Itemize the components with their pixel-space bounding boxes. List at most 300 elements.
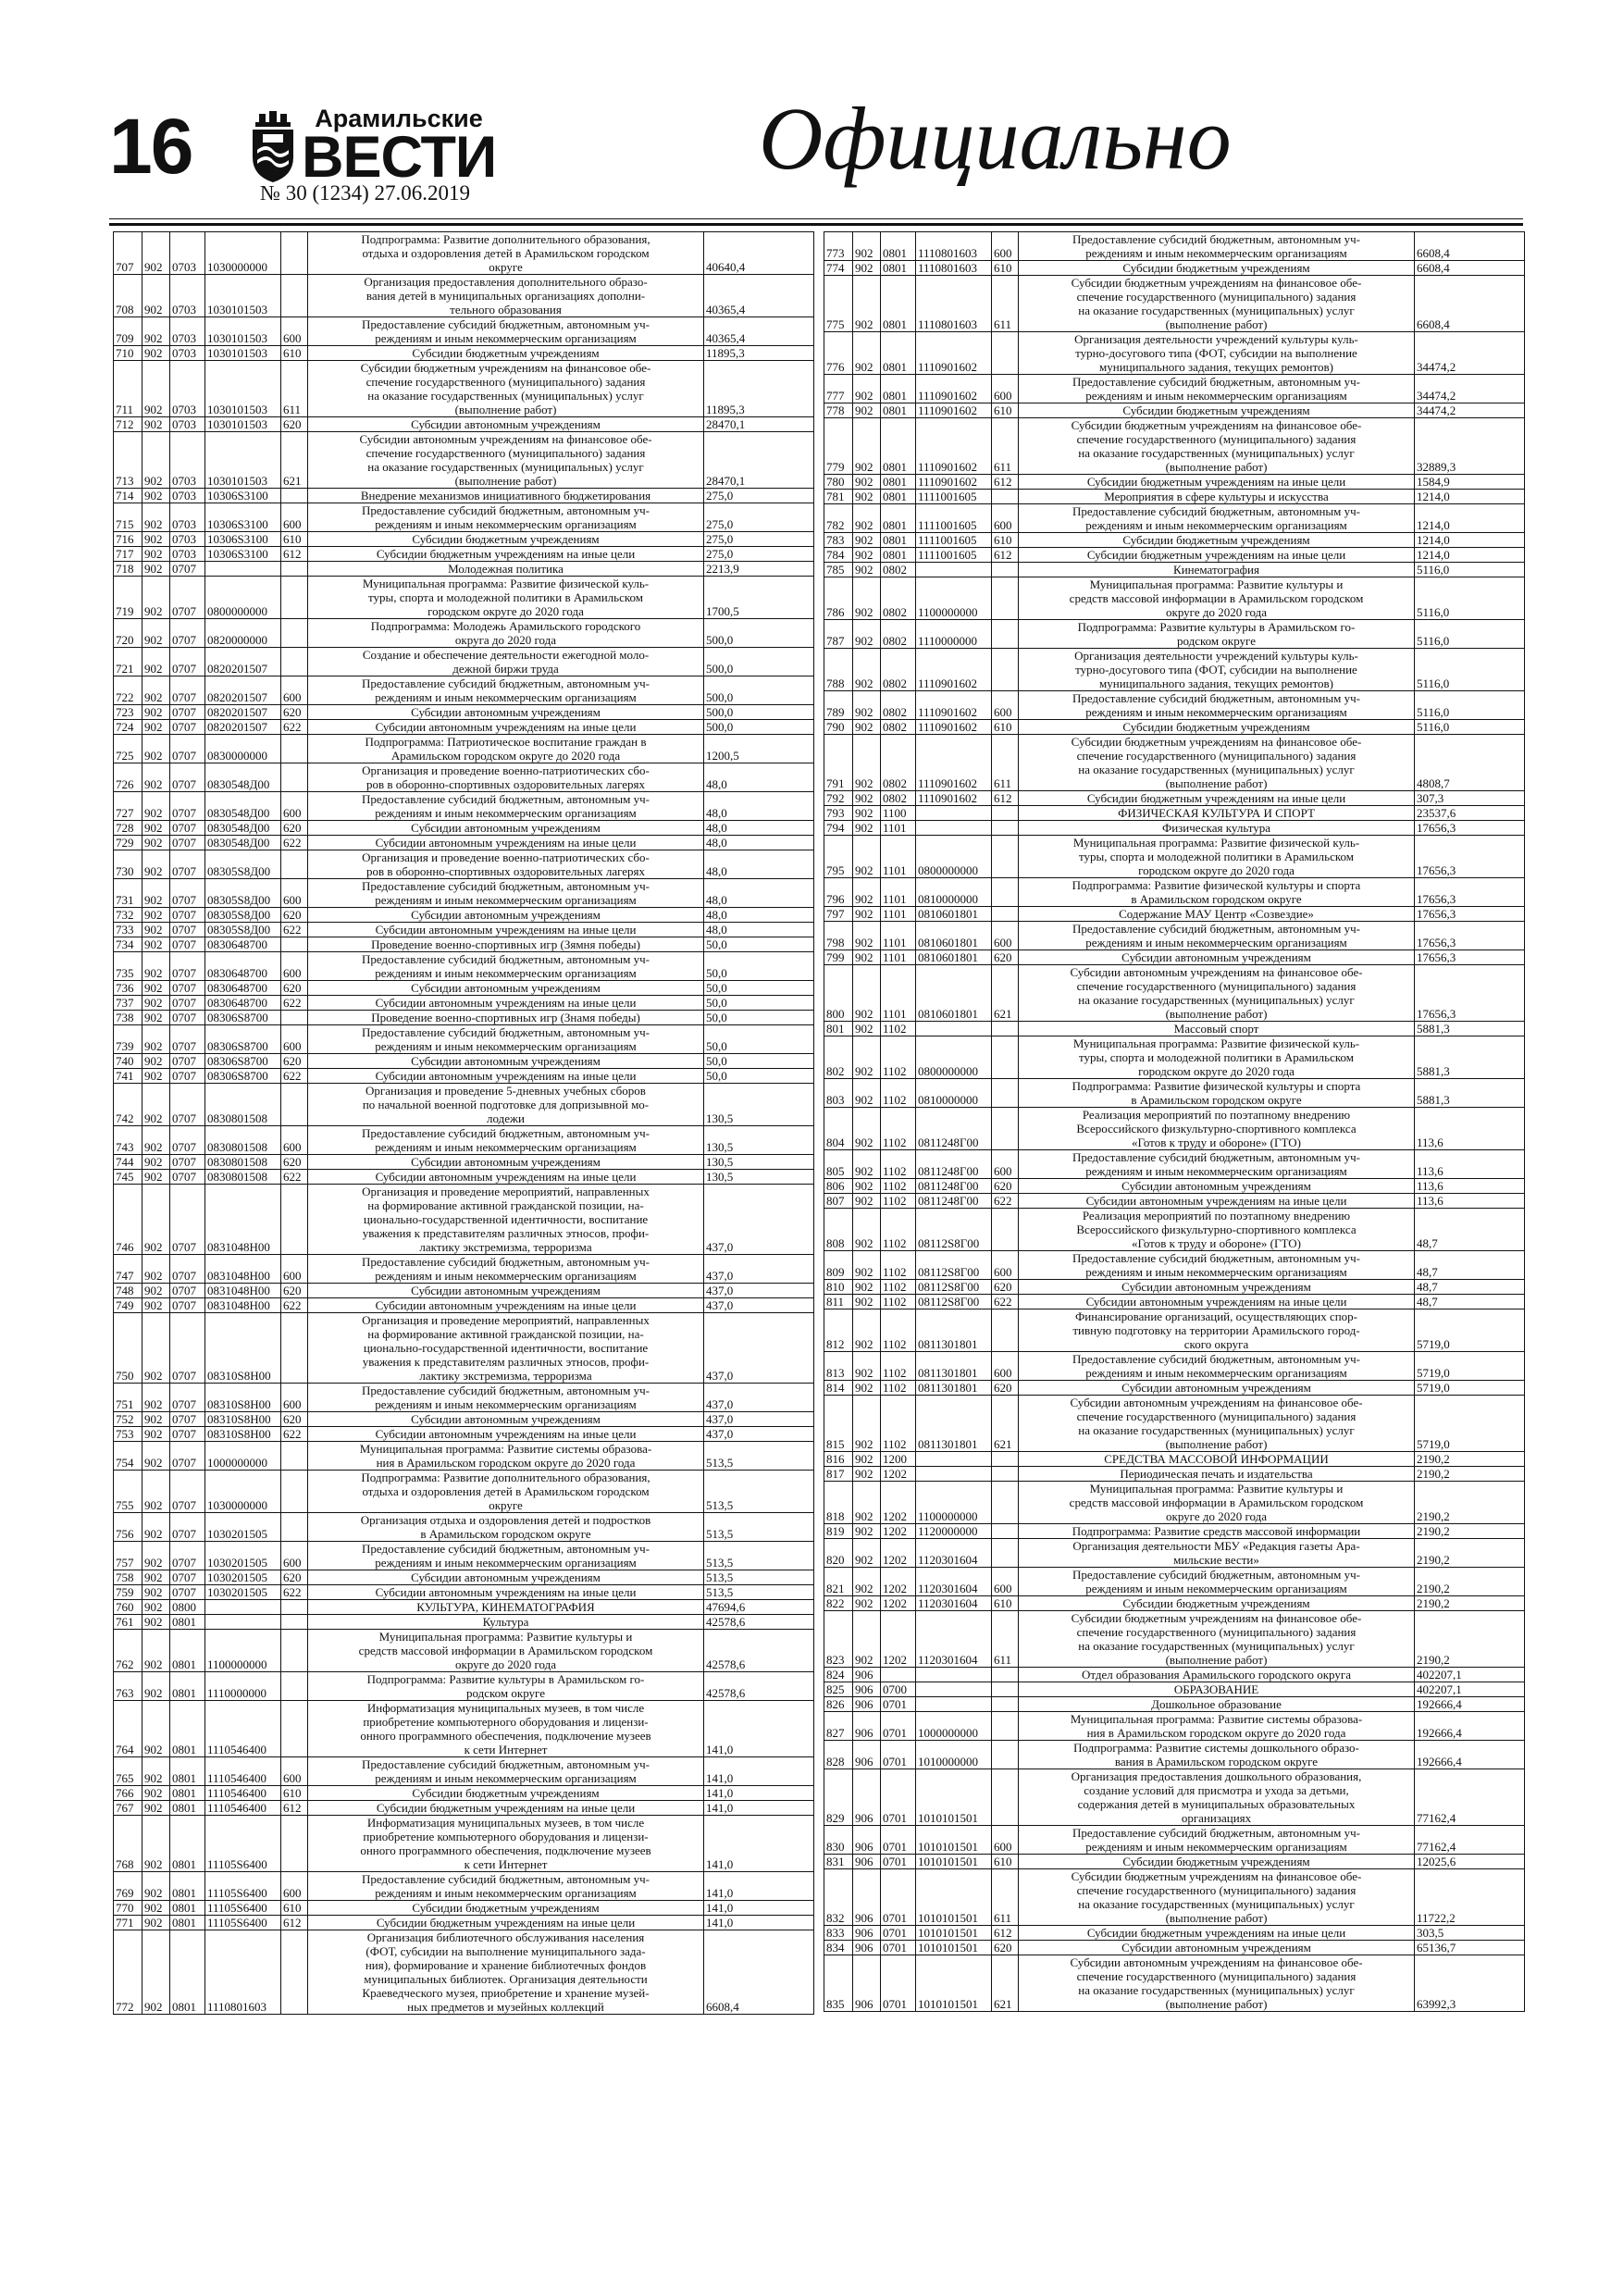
cell-amount: 23537,6: [1415, 806, 1525, 821]
table-row: [114, 1930, 814, 2015]
cell-amount: 48,7: [1415, 1280, 1525, 1295]
cell-row-number: 820: [824, 1539, 853, 1568]
cell-amount: 42578,6: [704, 1672, 814, 1701]
cell-description: Субсидии автономным учреждениям на иные цели: [308, 1585, 704, 1600]
cell-row-number: 834: [824, 1941, 853, 1955]
cell-ministry-code: 902: [853, 1150, 881, 1179]
cell-amount: 1214,0: [1415, 490, 1525, 504]
cell-row-number: 732: [114, 908, 142, 923]
cell-expense-type: 620: [992, 1280, 1019, 1295]
cell-row-number: 818: [824, 1482, 853, 1524]
cell-row-number: 721: [114, 648, 142, 676]
cell-description: Субсидии автономным учреждениям: [308, 1570, 704, 1585]
cell-expense-type: 610: [281, 1901, 308, 1916]
cell-amount: 17656,3: [1415, 922, 1525, 950]
cell-ministry-code: 902: [853, 1482, 881, 1524]
table-row: [114, 996, 814, 1011]
cell-description: ОБРАЗОВАНИЕ: [1019, 1682, 1415, 1697]
cell-ministry-code: 902: [853, 1295, 881, 1309]
table-row: [824, 1150, 1525, 1179]
cell-row-number: 744: [114, 1155, 142, 1170]
cell-ministry-code: 902: [142, 676, 170, 705]
cell-description: Субсидии бюджетным учреждениям: [1019, 1596, 1415, 1611]
table-row: [114, 1155, 814, 1170]
cell-amount: 437,0: [704, 1384, 814, 1412]
cell-target-article: 0830801508: [205, 1155, 281, 1170]
table-row: [824, 1179, 1525, 1194]
cell-amount: 500,0: [704, 676, 814, 705]
cell-description: Молодежная политика: [308, 562, 704, 577]
cell-target-article: 0810000000: [916, 1079, 992, 1108]
cell-section-code: 0707: [170, 735, 205, 763]
cell-ministry-code: 902: [853, 965, 881, 1022]
cell-target-article: [916, 1467, 992, 1482]
cell-row-number: 739: [114, 1025, 142, 1054]
table-row: [824, 1855, 1525, 1869]
cell-description: Предоставление субсидий бюджетным, автономным уч- реждениям и иным некоммерческим организациям: [1019, 375, 1415, 403]
cell-expense-type: [281, 1672, 308, 1701]
table-row: [824, 1194, 1525, 1209]
cell-description: Субсидии бюджетным учреждениям на иные цели: [1019, 791, 1415, 806]
cell-target-article: 08306S8700: [205, 1069, 281, 1084]
cell-amount: 2190,2: [1415, 1482, 1525, 1524]
cell-expense-type: [992, 1036, 1019, 1079]
table-row: [114, 432, 814, 489]
cell-row-number: 708: [114, 275, 142, 317]
cell-amount: 141,0: [704, 1701, 814, 1757]
table-row: [114, 1084, 814, 1126]
cell-description: Субсидии автономным учреждениям на финансовое обе- спечение государственного (муниципального) задания на оказание государственных (муниципальных) услуг (выполнение работ): [308, 432, 704, 489]
cell-section-code: 0802: [881, 735, 916, 791]
cell-row-number: 785: [824, 563, 853, 577]
cell-expense-type: [992, 577, 1019, 620]
cell-row-number: 802: [824, 1036, 853, 1079]
cell-expense-type: 621: [992, 1396, 1019, 1452]
cell-ministry-code: 902: [142, 1412, 170, 1427]
cell-amount: 307,3: [1415, 791, 1525, 806]
cell-description: Подпрограмма: Развитие физической культуры и спорта в Арамильском городском округе: [1019, 1079, 1415, 1108]
cell-ministry-code: 902: [853, 533, 881, 548]
cell-row-number: 814: [824, 1381, 853, 1396]
cell-expense-type: [992, 563, 1019, 577]
cell-row-number: 779: [824, 418, 853, 475]
cell-amount: 65136,7: [1415, 1941, 1525, 1955]
cell-target-article: 1010101501: [916, 1941, 992, 1955]
cell-row-number: 748: [114, 1284, 142, 1298]
cell-expense-type: [992, 332, 1019, 375]
cell-section-code: 0801: [881, 533, 916, 548]
table-row: [114, 1011, 814, 1025]
left-column: [113, 231, 813, 2015]
cell-ministry-code: 902: [142, 1916, 170, 1930]
cell-row-number: 716: [114, 532, 142, 547]
cell-ministry-code: 902: [142, 232, 170, 275]
cell-target-article: 0830648700: [205, 996, 281, 1011]
cell-section-code: 0801: [881, 548, 916, 563]
cell-row-number: 714: [114, 489, 142, 503]
cell-amount: 6608,4: [1415, 276, 1525, 332]
cell-target-article: 1110901602: [916, 332, 992, 375]
cell-row-number: 778: [824, 403, 853, 418]
cell-section-code: 0707: [170, 648, 205, 676]
cell-description: Подпрограмма: Патриотическое воспитание граждан в Арамильском городском округе до 2020 года: [308, 735, 704, 763]
cell-section-code: 1102: [881, 1022, 916, 1036]
cell-expense-type: [281, 1011, 308, 1025]
cell-description: Муниципальная программа: Развитие физической куль- туры, спорта и молодежной политики в Арамильском городском округе до 2020 года: [308, 577, 704, 619]
cell-target-article: 1110901602: [916, 403, 992, 418]
cell-ministry-code: 902: [853, 1596, 881, 1611]
cell-ministry-code: 902: [853, 691, 881, 720]
cell-amount: 50,0: [704, 952, 814, 981]
cell-section-code: 0707: [170, 1570, 205, 1585]
table-row: [824, 577, 1525, 620]
cell-section-code: 0707: [170, 705, 205, 720]
cell-expense-type: 620: [281, 1054, 308, 1069]
cell-ministry-code: 902: [142, 317, 170, 346]
cell-ministry-code: 902: [142, 1872, 170, 1901]
table-row: [114, 1054, 814, 1069]
cell-ministry-code: 902: [853, 950, 881, 965]
cell-description: Субсидии автономным учреждениям на финансовое обе- спечение государственного (муниципального) задания на оказание государственных (муниципальных) услуг (выполнение работ): [1019, 1396, 1415, 1452]
cell-row-number: 710: [114, 346, 142, 361]
cell-expense-type: 600: [281, 1025, 308, 1054]
header-rule-thin: [109, 218, 1523, 219]
cell-target-article: 0800000000: [205, 577, 281, 619]
table-row: [114, 735, 814, 763]
cell-description: Организация отдыха и оздоровления детей и подростков в Арамильском городском округе: [308, 1513, 704, 1542]
table-row: [114, 763, 814, 792]
cell-amount: 5116,0: [1415, 620, 1525, 649]
cell-ministry-code: 902: [853, 1251, 881, 1280]
table-row: [114, 1025, 814, 1054]
cell-target-article: 0820201507: [205, 676, 281, 705]
cell-target-article: 0810601801: [916, 965, 992, 1022]
cell-amount: 42578,6: [704, 1630, 814, 1672]
table-row: [824, 907, 1525, 922]
table-row: [114, 821, 814, 836]
cell-target-article: 08310S8Н00: [205, 1384, 281, 1412]
cell-expense-type: [281, 1442, 308, 1471]
cell-ministry-code: 902: [142, 996, 170, 1011]
cell-ministry-code: 906: [853, 1855, 881, 1869]
cell-expense-type: 600: [992, 1352, 1019, 1381]
cell-amount: 275,0: [704, 503, 814, 532]
cell-expense-type: 622: [992, 1295, 1019, 1309]
cell-description: Субсидии бюджетным учреждениям: [308, 346, 704, 361]
cell-expense-type: [281, 577, 308, 619]
cell-section-code: 1102: [881, 1108, 916, 1150]
cell-ministry-code: 902: [142, 1672, 170, 1701]
cell-expense-type: [992, 1482, 1019, 1524]
cell-section-code: 0707: [170, 1255, 205, 1284]
cell-expense-type: [992, 1682, 1019, 1697]
cell-expense-type: 612: [281, 547, 308, 562]
cell-target-article: [916, 1668, 992, 1682]
cell-description: Субсидии бюджетным учреждениям на иные цели: [308, 1801, 704, 1816]
cell-ministry-code: 902: [853, 720, 881, 735]
cell-description: Предоставление субсидий бюджетным, автономным уч- реждениям и иным некоммерческим организациям: [308, 1255, 704, 1284]
cell-target-article: 08310S8Н00: [205, 1412, 281, 1427]
table-row: [114, 937, 814, 952]
cell-amount: 437,0: [704, 1255, 814, 1284]
table-row: [824, 791, 1525, 806]
cell-section-code: 0801: [881, 403, 916, 418]
cell-amount: 32889,3: [1415, 418, 1525, 475]
cell-row-number: 816: [824, 1452, 853, 1467]
table-row: [114, 1298, 814, 1313]
cell-section-code: 1102: [881, 1209, 916, 1251]
cell-target-article: 1120301604: [916, 1568, 992, 1596]
cell-section-code: 1100: [881, 806, 916, 821]
table-row: [824, 950, 1525, 965]
cell-expense-type: [281, 1600, 308, 1615]
cell-target-article: 1000000000: [916, 1712, 992, 1741]
cell-expense-type: [992, 1697, 1019, 1712]
cell-ministry-code: 906: [853, 1741, 881, 1769]
logo-title-main: ВЕСТИ: [302, 125, 497, 190]
cell-target-article: 0830548Д00: [205, 763, 281, 792]
cell-expense-type: [281, 1816, 308, 1872]
cell-ministry-code: 902: [142, 1786, 170, 1801]
cell-section-code: 0707: [170, 836, 205, 850]
cell-amount: 192666,4: [1415, 1741, 1525, 1769]
cell-section-code: 0701: [881, 1697, 916, 1712]
cell-section-code: 0707: [170, 1284, 205, 1298]
table-row: [824, 836, 1525, 878]
table-row: [114, 1069, 814, 1084]
cell-row-number: 753: [114, 1427, 142, 1442]
cell-ministry-code: 902: [142, 981, 170, 996]
cell-expense-type: [992, 1079, 1019, 1108]
cell-section-code: 0802: [881, 691, 916, 720]
cell-section-code: 0707: [170, 952, 205, 981]
cell-expense-type: [281, 1471, 308, 1513]
cell-description: Предоставление субсидий бюджетным, автономным уч- реждениям и иным некоммерческим организациям: [308, 1542, 704, 1570]
table-row: [824, 1697, 1525, 1712]
cell-ministry-code: 902: [142, 1284, 170, 1298]
cell-target-article: 0830648700: [205, 981, 281, 996]
cell-expense-type: 612: [281, 1916, 308, 1930]
cell-target-article: 1030201505: [205, 1585, 281, 1600]
table-row: [824, 1467, 1525, 1482]
cell-amount: 141,0: [704, 1901, 814, 1916]
budget-table-left: [113, 231, 814, 2015]
cell-description: Создание и обеспечение деятельности ежегодной моло- дежной биржи труда: [308, 648, 704, 676]
table-row: [824, 735, 1525, 791]
cell-section-code: [881, 1668, 916, 1682]
cell-ministry-code: 902: [142, 1054, 170, 1069]
cell-ministry-code: 902: [142, 1757, 170, 1786]
cell-target-article: [916, 563, 992, 577]
cell-section-code: 0707: [170, 792, 205, 821]
cell-description: Муниципальная программа: Развитие культуры и средств массовой информации в Арамильском городском округе до 2020 года: [1019, 577, 1415, 620]
cell-ministry-code: 902: [142, 1585, 170, 1600]
cell-target-article: 0831048Н00: [205, 1255, 281, 1284]
cell-target-article: 11105S6400: [205, 1901, 281, 1916]
cell-target-article: 1030000000: [205, 1471, 281, 1513]
cell-target-article: 1010101501: [916, 1855, 992, 1869]
cell-section-code: 0707: [170, 720, 205, 735]
cell-target-article: [205, 1615, 281, 1630]
cell-section-code: 0801: [881, 375, 916, 403]
cell-amount: 42578,6: [704, 1615, 814, 1630]
cell-target-article: 0811248Г00: [916, 1150, 992, 1179]
table-row: [114, 676, 814, 705]
cell-row-number: 736: [114, 981, 142, 996]
cell-ministry-code: 902: [142, 1298, 170, 1313]
cell-description: Предоставление субсидий бюджетным, автономным уч- реждениям и иным некоммерческим организациям: [1019, 691, 1415, 720]
cell-target-article: 08305S8Д00: [205, 923, 281, 937]
cell-ministry-code: 902: [853, 1179, 881, 1194]
cell-expense-type: 600: [281, 503, 308, 532]
cell-ministry-code: 902: [853, 1209, 881, 1251]
cell-target-article: 1030201505: [205, 1542, 281, 1570]
cell-expense-type: 610: [281, 1786, 308, 1801]
cell-target-article: 1110901602: [916, 735, 992, 791]
table-row: [114, 232, 814, 275]
cell-row-number: 733: [114, 923, 142, 937]
cell-ministry-code: 902: [142, 1542, 170, 1570]
cell-expense-type: [992, 907, 1019, 922]
cell-amount: 5881,3: [1415, 1079, 1525, 1108]
cell-expense-type: [992, 1022, 1019, 1036]
cell-ministry-code: 902: [853, 735, 881, 791]
cell-amount: 50,0: [704, 1069, 814, 1084]
cell-section-code: 0707: [170, 1298, 205, 1313]
cell-ministry-code: 902: [142, 1701, 170, 1757]
table-row: [114, 532, 814, 547]
table-row: [824, 1524, 1525, 1539]
cell-section-code: 1202: [881, 1568, 916, 1596]
cell-amount: 6608,4: [1415, 261, 1525, 276]
cell-description: Субсидии автономным учреждениям на иные цели: [308, 1298, 704, 1313]
cell-description: Субсидии автономным учреждениям: [1019, 1179, 1415, 1194]
cell-ministry-code: 902: [142, 1170, 170, 1185]
cell-expense-type: 611: [992, 418, 1019, 475]
cell-ministry-code: 906: [853, 1682, 881, 1697]
cell-amount: 5116,0: [1415, 720, 1525, 735]
cell-row-number: 797: [824, 907, 853, 922]
cell-section-code: 0707: [170, 923, 205, 937]
cell-expense-type: [281, 1185, 308, 1255]
cell-description: Подпрограмма: Молодежь Арамильского городского округа до 2020 года: [308, 619, 704, 648]
cell-expense-type: 610: [992, 720, 1019, 735]
cell-amount: 50,0: [704, 1011, 814, 1025]
cell-expense-type: [992, 836, 1019, 878]
cell-description: Субсидии бюджетным учреждениям: [308, 532, 704, 547]
cell-description: Муниципальная программа: Развитие системы образова- ния в Арамильском городском округе до 2020 года: [308, 1442, 704, 1471]
cell-expense-type: 622: [281, 1585, 308, 1600]
cell-section-code: 0707: [170, 821, 205, 836]
cell-row-number: 750: [114, 1313, 142, 1384]
cell-row-number: 807: [824, 1194, 853, 1209]
cell-target-article: 0830801508: [205, 1170, 281, 1185]
cell-description: Предоставление субсидий бюджетным, автономным уч- реждениям и иным некоммерческим организациям: [308, 792, 704, 821]
table-row: [114, 619, 814, 648]
cell-target-article: 1030101503: [205, 346, 281, 361]
cell-row-number: 758: [114, 1570, 142, 1585]
cell-section-code: 0703: [170, 361, 205, 417]
cell-row-number: 830: [824, 1826, 853, 1855]
cell-expense-type: 612: [281, 1801, 308, 1816]
cell-expense-type: [992, 490, 1019, 504]
cell-section-code: 0707: [170, 676, 205, 705]
cell-description: Предоставление субсидий бюджетным, автономным уч- реждениям и иным некоммерческим организациям: [308, 1126, 704, 1155]
cell-amount: 47694,6: [704, 1600, 814, 1615]
cell-expense-type: [992, 620, 1019, 649]
cell-ministry-code: 902: [142, 1600, 170, 1615]
cell-target-article: 1110901602: [916, 475, 992, 490]
cell-amount: 48,0: [704, 836, 814, 850]
table-row: [114, 1916, 814, 1930]
cell-row-number: 771: [114, 1916, 142, 1930]
cell-amount: 275,0: [704, 532, 814, 547]
cell-description: КУЛЬТУРА, КИНЕМАТОГРАФИЯ: [308, 1600, 704, 1615]
cell-row-number: 731: [114, 879, 142, 908]
cell-ministry-code: 902: [853, 907, 881, 922]
cell-ministry-code: 906: [853, 1869, 881, 1926]
cell-amount: 192666,4: [1415, 1697, 1525, 1712]
cell-target-article: 08112S8Г00: [916, 1209, 992, 1251]
table-row: [824, 720, 1525, 735]
cell-ministry-code: 902: [142, 923, 170, 937]
table-row: [824, 403, 1525, 418]
cell-amount: 192666,4: [1415, 1712, 1525, 1741]
cell-ministry-code: 906: [853, 1955, 881, 2012]
cell-expense-type: [992, 1309, 1019, 1352]
cell-row-number: 829: [824, 1769, 853, 1826]
table-row: [114, 562, 814, 577]
cell-row-number: 757: [114, 1542, 142, 1570]
cell-amount: 113,6: [1415, 1150, 1525, 1179]
cell-row-number: 813: [824, 1352, 853, 1381]
cell-section-code: 0707: [170, 908, 205, 923]
cell-target-article: 1100000000: [205, 1630, 281, 1672]
cell-section-code: 0701: [881, 1712, 916, 1741]
cell-amount: 113,6: [1415, 1179, 1525, 1194]
cell-section-code: 0703: [170, 417, 205, 432]
cell-amount: 48,0: [704, 763, 814, 792]
cell-expense-type: [992, 1209, 1019, 1251]
cell-section-code: 0703: [170, 532, 205, 547]
cell-amount: 141,0: [704, 1757, 814, 1786]
cell-amount: 113,6: [1415, 1194, 1525, 1209]
cell-ministry-code: 902: [853, 1452, 881, 1467]
cell-amount: 513,5: [704, 1471, 814, 1513]
cell-target-article: 0800000000: [916, 1036, 992, 1079]
cell-section-code: 0703: [170, 275, 205, 317]
cell-description: Предоставление субсидий бюджетным, автономным уч- реждениям и иным некоммерческим организациям: [308, 1025, 704, 1054]
cell-section-code: 0800: [170, 1600, 205, 1615]
cell-row-number: 831: [824, 1855, 853, 1869]
cell-section-code: 1202: [881, 1539, 916, 1568]
cell-description: Предоставление субсидий бюджетным, автономным уч- реждениям и иным некоммерческим организациям: [308, 317, 704, 346]
cell-amount: 1214,0: [1415, 533, 1525, 548]
cell-amount: 437,0: [704, 1412, 814, 1427]
cell-expense-type: 620: [281, 908, 308, 923]
cell-description: Организация предоставления дополнительного образо- вания детей в муниципальных организациях дополни- тельного образования: [308, 275, 704, 317]
cell-description: Субсидии автономным учреждениям: [308, 981, 704, 996]
cell-amount: 17656,3: [1415, 907, 1525, 922]
cell-target-article: 1110801603: [916, 261, 992, 276]
cell-description: Мероприятия в сфере культуры и искусства: [1019, 490, 1415, 504]
table-row: [824, 1539, 1525, 1568]
cell-amount: 2190,2: [1415, 1539, 1525, 1568]
cell-target-article: 08112S8Г00: [916, 1295, 992, 1309]
table-row: [114, 1284, 814, 1298]
cell-section-code: 0801: [881, 261, 916, 276]
table-row: [114, 503, 814, 532]
